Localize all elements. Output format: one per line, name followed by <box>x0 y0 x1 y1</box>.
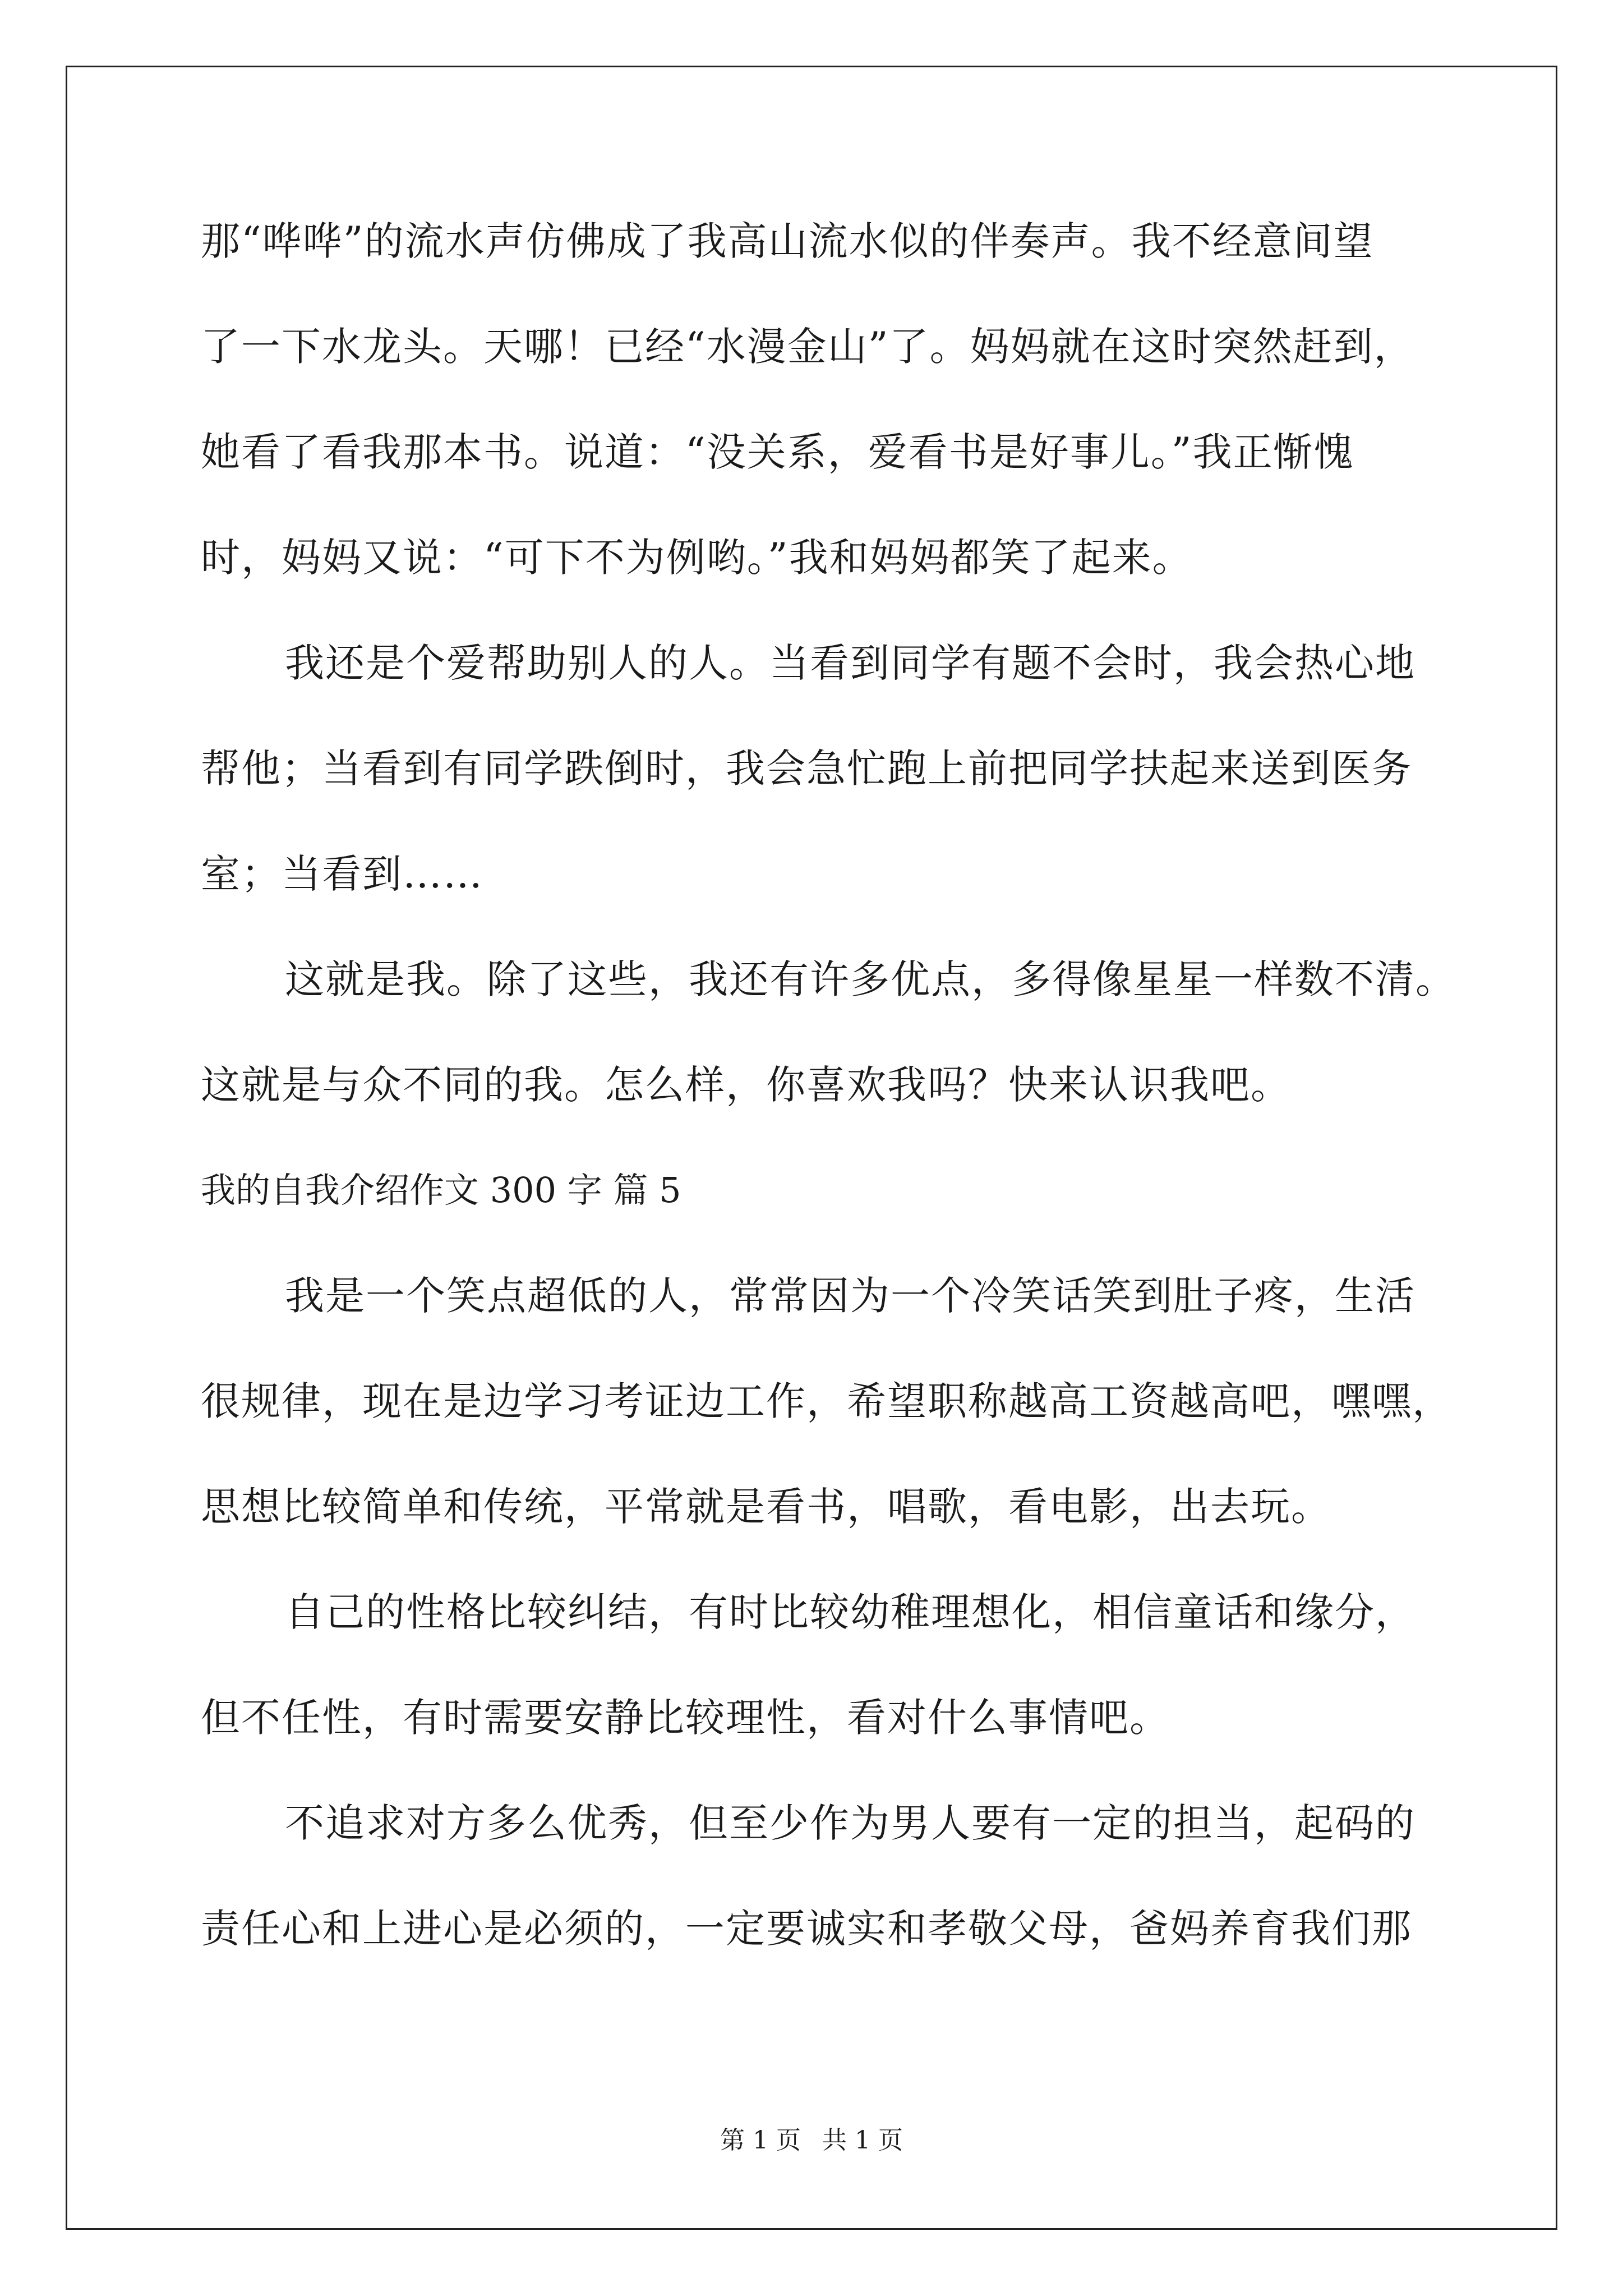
text-line: 了一下水龙头。天哪！已经“水漫金山”了。妈妈就在这时突然赶到， <box>201 324 1414 370</box>
text-line: 思想比较简单和传统，平常就是看书，唱歌，看电影，出去玩。 <box>201 1484 1331 1530</box>
text-line: 责任心和上进心是必须的，一定要诚实和孝敬父母，爸妈养育我们那 <box>201 1906 1412 1952</box>
text-line: 她看了看我那本书。说道：“没关系，爱看书是好事儿。”我正惭愧 <box>201 429 1354 475</box>
text-line: 这就是与众不同的我。怎么样，你喜欢我吗？快来认识我吧。 <box>201 1062 1291 1108</box>
text-line: 很规律，现在是边学习考证边工作，希望职称越高工资越高吧，嘿嘿， <box>201 1378 1453 1424</box>
text-line: 这就是我。除了这些，我还有许多优点，多得像星星一样数不清。 <box>285 956 1456 1002</box>
text-line: 不追求对方多么优秀，但至少作为男人要有一定的担当，起码的 <box>285 1800 1415 1846</box>
text-line: 我还是个爱帮助别人的人。当看到同学有题不会时，我会热心地 <box>285 640 1415 686</box>
text-line: 帮他；当看到有同学跌倒时，我会急忙跑上前把同学扶起来送到医务 <box>201 746 1412 792</box>
text-line: 那“哗哗”的流水声仿佛成了我高山流水似的伴奏声。我不经意间望 <box>201 218 1374 264</box>
page-number: 第 1 页 <box>720 2126 801 2155</box>
total-pages: 共 1 页 <box>822 2126 903 2155</box>
text-line: 我是一个笑点超低的人，常常因为一个冷笑话笑到肚子疼，生活 <box>285 1273 1415 1319</box>
section-heading: 我的自我介绍作文 300 字 篇 5 <box>201 1170 681 1211</box>
text-line: 室；当看到…… <box>201 851 483 897</box>
page-footer <box>0 2124 1623 2157</box>
text-line: 时，妈妈又说：“可下不为例哟。”我和妈妈都笑了起来。 <box>201 535 1193 581</box>
text-line: 但不任性，有时需要安静比较理性，看对什么事情吧。 <box>201 1695 1170 1741</box>
text-line: 自己的性格比较纠结，有时比较幼稚理想化，相信童话和缘分， <box>285 1589 1415 1635</box>
